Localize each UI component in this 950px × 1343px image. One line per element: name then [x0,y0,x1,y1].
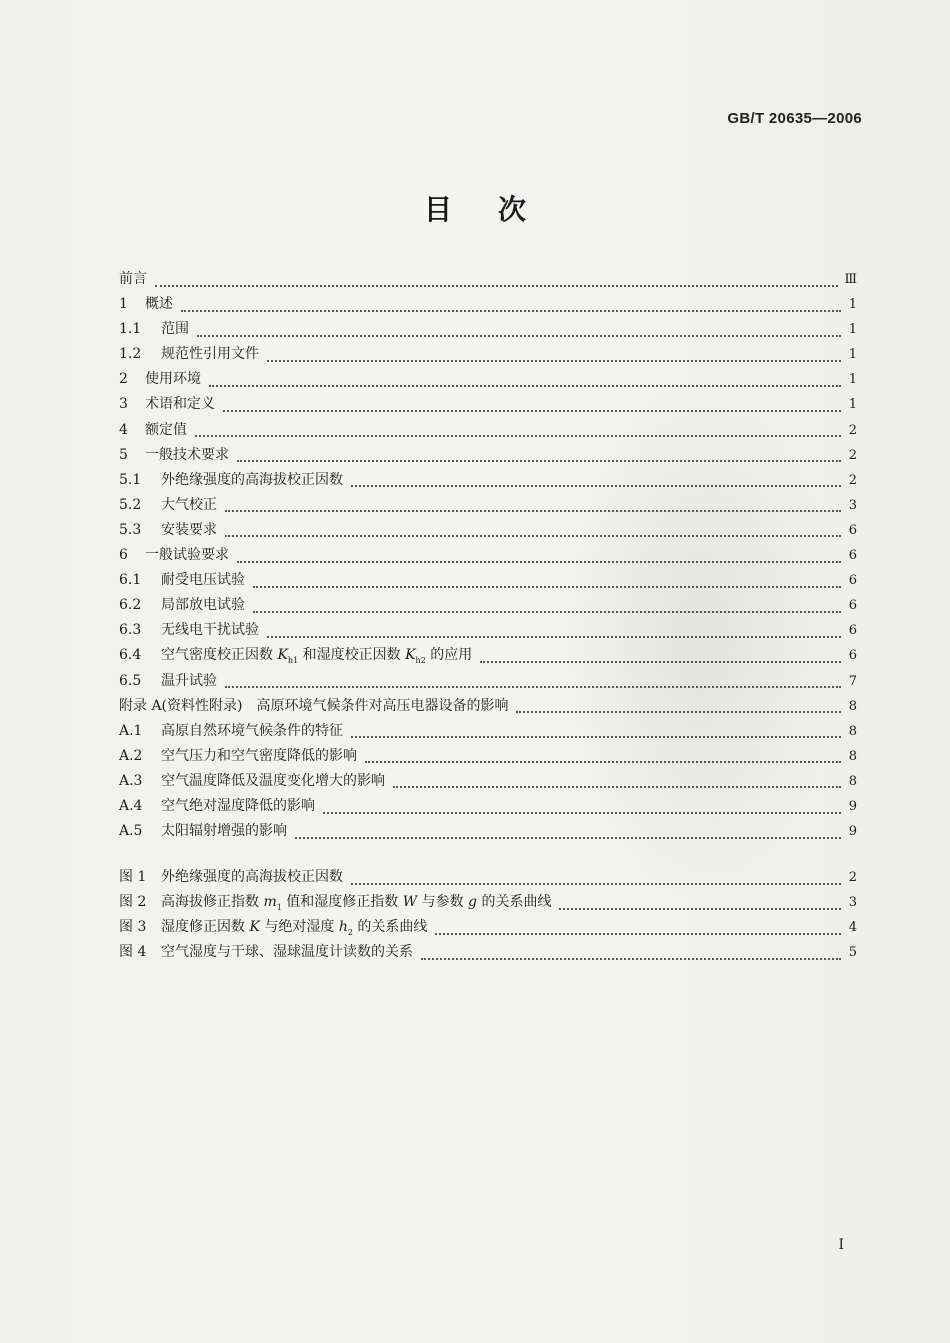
toc-entry[interactable] [119,519,857,544]
dot-leader [559,894,841,910]
entry-label: 温升试验 [161,672,217,689]
entry-page-number: 1 [848,347,857,363]
entry-label: 额定值 [145,421,187,438]
toc-entry[interactable] [119,544,857,569]
entry-label: 高海拔修正指数 $m_1$ 值和湿度修正指数 W 与参数 g 的关系曲线 [161,894,552,913]
entry-label: 空气温度降低及温度变化增大的影响 [161,772,385,789]
entry-page-number: 8 [848,698,857,714]
toc-entry[interactable] [119,293,857,318]
dot-leader [237,446,841,462]
toc-entry[interactable] [119,695,857,720]
entry-page-number: 8 [848,773,857,789]
toc-entry[interactable] [119,494,857,519]
entry-number: 6.5 [119,672,142,689]
toc-entry[interactable] [119,770,857,795]
toc-entry[interactable] [119,644,857,669]
entry-label: 范围 [161,321,189,338]
dot-leader [435,919,841,935]
toc-entry[interactable] [119,720,857,745]
entry-label: 术语和定义 [145,396,215,413]
entry-label: 局部放电试验 [161,597,245,614]
entry-page-number: 3 [848,497,857,513]
dot-leader [267,346,841,362]
entry-number: 1.2 [119,346,142,363]
entry-page-number: 1 [848,372,857,388]
dot-leader [155,271,838,287]
entry-number: 5 [119,446,128,463]
entry-number: A.2 [119,747,143,764]
entry-label: 高原自然环境气候条件的特征 [161,722,343,739]
dot-leader [209,371,841,387]
toc-figure-list [119,866,857,966]
entry-label: 空气压力和空气密度降低的影响 [161,747,357,764]
dot-leader [516,697,841,713]
toc-entry[interactable] [119,670,857,695]
entry-label: 耐受电压试验 [161,572,245,589]
entry-number: A.5 [119,823,143,840]
entry-page-number: 3 [848,895,857,911]
entry-label: 前言 [119,271,147,287]
entry-number: 5.1 [119,471,142,488]
dot-leader [225,672,841,688]
entry-label: 空气湿度与干球、湿球温度计读数的关系 [161,944,413,961]
entry-page-number: 6 [848,648,857,664]
dot-leader [393,772,841,788]
entry-number: A.3 [119,772,143,789]
entry-page-number: 6 [848,573,857,589]
entry-number: 6.1 [119,572,142,589]
entry-label: 太阳辐射增强的影响 [161,823,287,840]
entry-page-number: 7 [848,673,857,689]
dot-leader [480,647,841,663]
entry-number: A.1 [119,722,143,739]
dot-leader [351,869,841,885]
toc-section-list [119,268,857,845]
dot-leader [253,597,841,613]
entry-number: 6.2 [119,597,142,614]
entry-page-number: 8 [848,723,857,739]
figure-entry[interactable] [119,916,857,941]
entry-label: 附录 A(资料性附录) 高原环境气候条件对高压电器设备的影响 [119,697,509,714]
entry-number: 1 [119,296,128,313]
entry-label: 湿度修正因数 K 与绝对湿度 $h_2$ 的关系曲线 [161,919,428,938]
page-title: 目次 [423,193,572,226]
toc-entry[interactable] [119,268,857,293]
entry-page-number: 2 [848,472,857,488]
table-of-contents [119,268,857,967]
entry-number: 6.3 [119,622,142,639]
entry-page-number: 1 [848,297,857,313]
entry-label: 空气绝对湿度降低的影响 [161,797,315,814]
toc-entry[interactable] [119,745,857,770]
dot-leader [267,622,841,638]
entry-label: 规范性引用文件 [161,346,259,363]
toc-entry[interactable] [119,569,857,594]
dot-leader [225,521,841,537]
entry-number: 3 [119,396,128,413]
standard-code: GB/T 20635—2006 [727,110,862,127]
entry-page-number: 2 [848,422,857,438]
toc-entry[interactable] [119,444,857,469]
dot-leader [181,296,841,312]
toc-entry[interactable] [119,393,857,418]
entry-label: 一般试验要求 [145,547,229,564]
entry-page-number: 2 [848,447,857,463]
entry-number: 图 2 [119,894,147,911]
entry-label: 外绝缘强度的高海拔校正因数 [161,471,343,488]
dot-leader [421,944,841,960]
entry-page-number: Ⅲ [844,272,857,287]
entry-label: 空气密度校正因数 $K_{h1}$ 和湿度校正因数 $K_{h2}$ 的应用 [161,647,473,666]
entry-number: 5.3 [119,521,142,538]
entry-number: 4 [119,421,128,438]
entry-page-number: 9 [848,798,857,814]
toc-entry[interactable] [119,343,857,368]
toc-entry[interactable] [119,820,857,845]
dot-leader [195,421,841,437]
figure-entry[interactable] [119,941,857,966]
entry-page-number: 1 [848,322,857,338]
entry-page-number: 6 [848,598,857,614]
dot-leader [351,722,841,738]
entry-page-number: 4 [848,920,857,936]
entry-page-number: 8 [848,748,857,764]
dot-leader [351,471,841,487]
entry-label: 安装要求 [161,521,217,538]
dot-leader [365,747,841,763]
entry-number: 6 [119,547,128,564]
entry-number: 2 [119,371,128,388]
dot-leader [253,572,841,588]
entry-number: 1.1 [119,321,142,338]
entry-page-number: 5 [848,945,857,961]
entry-number: 5.2 [119,496,142,513]
entry-label: 大气校正 [161,496,217,513]
toc-entry[interactable] [119,619,857,644]
entry-page-number: 6 [848,548,857,564]
dot-leader [295,823,841,839]
entry-label: 无线电干扰试验 [161,622,259,639]
entry-number: A.4 [119,797,143,814]
figure-entry[interactable] [119,891,857,916]
entry-number: 图 3 [119,919,147,936]
entry-label: 使用环境 [145,371,201,388]
entry-page-number: 2 [848,870,857,886]
toc-entry[interactable] [119,469,857,494]
entry-number: 图 4 [119,944,147,961]
dot-leader [225,496,841,512]
figure-entry[interactable] [119,866,857,891]
dot-leader [323,798,841,814]
toc-entry[interactable] [119,419,857,444]
toc-entry[interactable] [119,318,857,343]
toc-entry[interactable] [119,368,857,393]
dot-leader [197,321,841,337]
entry-page-number: 6 [848,522,857,538]
page-number: I [838,1237,844,1253]
toc-entry[interactable] [119,594,857,619]
toc-entry[interactable] [119,795,857,820]
entry-label: 外绝缘强度的高海拔校正因数 [161,869,343,886]
entry-page-number: 1 [848,397,857,413]
entry-number: 6.4 [119,647,142,664]
entry-number: 图 1 [119,869,147,886]
entry-page-number: 6 [848,623,857,639]
dot-leader [223,396,841,412]
entry-page-number: 9 [848,824,857,840]
entry-label: 一般技术要求 [145,446,229,463]
dot-leader [237,547,841,563]
entry-label: 概述 [145,296,173,313]
